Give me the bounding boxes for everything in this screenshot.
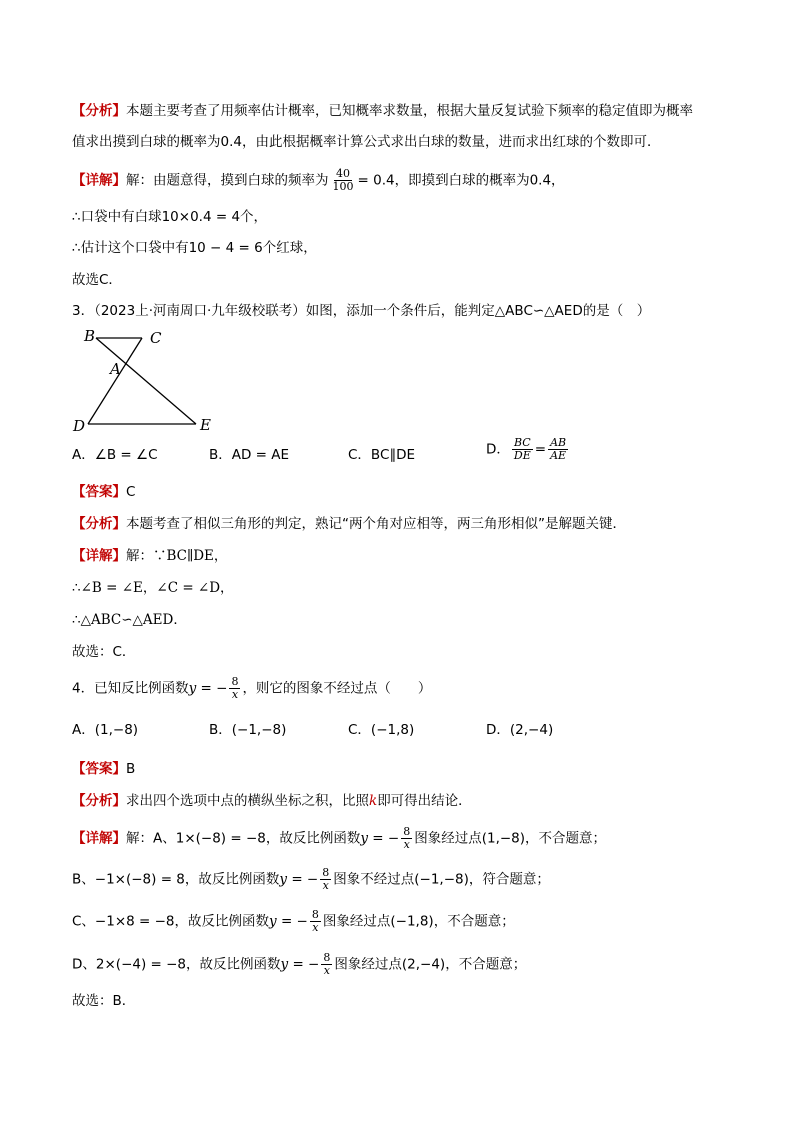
frac-den: x xyxy=(403,838,410,851)
frac-num: 8 xyxy=(403,825,411,838)
detail-line-3: ∴估计这个口袋中有10 − 4 = 6个红球， xyxy=(72,240,317,256)
option-d: D．(2,−4) xyxy=(486,722,554,738)
detail-tag: 【详解】 xyxy=(72,548,126,564)
analysis-tag: 【分析】 xyxy=(72,103,126,119)
question-text: 如图，添加一个条件后，能判定△ABC∽△AED的是（ ） xyxy=(305,303,651,319)
label-C: C xyxy=(150,329,162,347)
fraction-numerator: 40 xyxy=(336,167,350,180)
fraction xyxy=(310,909,321,934)
detail-text: C、−1×8 = −8，故反比例函数 xyxy=(72,913,270,930)
question-text: 4．已知反比例函数 xyxy=(72,680,189,697)
equals: = xyxy=(534,441,547,458)
option-b: B．AD = AE xyxy=(209,447,290,463)
option-d-fraction-1 xyxy=(512,437,533,462)
frac-num: 8 xyxy=(231,675,239,688)
frac-den: DE xyxy=(513,449,531,462)
answer-line xyxy=(72,481,135,503)
option-c: C．(−1,8) xyxy=(348,722,415,738)
frac-num: BC xyxy=(513,436,531,449)
choice-line: 故选：C． xyxy=(72,644,136,660)
detail-text-2: 图象经过点(−1,8)，不合题意； xyxy=(322,913,515,930)
analysis-text: 本题考查了相似三角形的判定，熟记“两个角对应相等，两三角形相似”是解题关键． xyxy=(126,516,626,532)
analysis-tag: 【分析】 xyxy=(72,516,126,532)
detail-line-d xyxy=(72,952,526,977)
function-expression: y = − xyxy=(280,956,320,973)
detail-line-2: ∴口袋中有白球10×0.4 = 4个， xyxy=(72,209,268,225)
fraction xyxy=(401,826,412,851)
frac-den: AE xyxy=(550,449,567,462)
choice-line: 故选C． xyxy=(72,272,122,288)
choice-line: 故选：B． xyxy=(72,993,136,1009)
analysis-line-2: 值求出摸到白球的概率为0.4，由此根据概率计算公式求出白球的数量，进而求出红球的个数即可． xyxy=(72,134,661,150)
frac-den: x xyxy=(312,921,319,934)
detail-line-b xyxy=(72,867,550,892)
fraction-denominator: 100 xyxy=(332,180,354,193)
analysis-text: 求出四个选项中点的横纵坐标之积，比照 xyxy=(126,793,369,809)
segment-BE xyxy=(96,338,196,424)
answer-tag: 【答案】 xyxy=(72,484,126,500)
question-number: 3． xyxy=(72,303,95,319)
detail-text-2: = 0.4，即摸到白球的概率为0.4， xyxy=(357,172,565,189)
label-E: E xyxy=(200,416,211,434)
option-a: A．∠B = ∠C xyxy=(72,447,158,463)
option-a: A．(1,−8) xyxy=(72,722,139,738)
detail-line-3: ∴△ABC∽△AED． xyxy=(72,612,187,628)
option-c: C．BC∥DE xyxy=(348,447,416,463)
label-B: B xyxy=(84,327,96,345)
fraction xyxy=(331,168,356,193)
answer-value: B xyxy=(126,761,136,777)
question-3-stem xyxy=(72,300,650,322)
function-expression: y = − xyxy=(279,871,319,888)
detail-text: B、−1×(−8) = 8，故反比例函数 xyxy=(72,871,280,888)
detail-tag: 【详解】 xyxy=(72,172,126,189)
answer-tag: 【答案】 xyxy=(72,761,126,777)
detail-line xyxy=(72,545,227,567)
function-expression: y = − xyxy=(360,830,400,847)
detail-text: 解：A、1×(−8) = −8，故反比例函数 xyxy=(126,830,361,847)
frac-den: x xyxy=(231,688,239,701)
analysis-text: 本题主要考查了用频率估计概率，已知概率求数量，根据大量反复试验下频率的稳定值即为概率 xyxy=(126,103,693,119)
detail-text-2: 图象不经过点(−1,−8)，符合题意； xyxy=(333,871,550,888)
detail-text: D、2×(−4) = −8，故反比例函数 xyxy=(72,956,281,973)
fraction xyxy=(321,952,332,977)
option-d-fraction-2 xyxy=(548,437,568,462)
label-D: D xyxy=(73,417,86,435)
detail-tag: 【详解】 xyxy=(72,830,126,847)
detail-line-2: ∴∠B = ∠E，∠C = ∠D， xyxy=(72,580,234,596)
question-text-2: ，则它的图象不经过点（ ） xyxy=(242,680,432,697)
fraction xyxy=(229,676,240,701)
answer-line xyxy=(72,758,135,780)
frac-den: x xyxy=(323,964,330,977)
analysis-line xyxy=(72,513,626,535)
frac-num: 8 xyxy=(323,951,331,964)
label-A: A xyxy=(110,360,121,378)
detail-line-c xyxy=(72,909,515,934)
fraction xyxy=(320,867,331,892)
frac-den: x xyxy=(322,879,329,892)
question-4-stem xyxy=(72,676,431,701)
function-expression: y = − xyxy=(188,680,228,697)
analysis-tag: 【分析】 xyxy=(72,793,126,809)
segment-CD xyxy=(88,338,142,424)
detail-text-2: 图象经过点(2,−4)，不合题意； xyxy=(334,956,527,973)
detail-line-1 xyxy=(72,168,565,193)
question-source: （2023上·河南周口·九年级校联考） xyxy=(94,303,306,319)
detail-text: 解：∵BC∥DE， xyxy=(126,548,228,564)
option-d-label: D． xyxy=(486,441,510,458)
option-b: B．(−1,−8) xyxy=(209,722,287,738)
option-d xyxy=(486,437,570,462)
frac-num: 8 xyxy=(311,908,319,921)
analysis-line-1 xyxy=(72,100,693,122)
detail-text-2: 图象经过点(1,−8)，不合题意； xyxy=(414,830,607,847)
detail-line-a xyxy=(72,826,606,851)
analysis-text-2: 即可得出结论． xyxy=(377,793,472,809)
analysis-line xyxy=(72,790,472,812)
function-expression: y = − xyxy=(269,913,308,930)
detail-text: 解：由题意得，摸到白球的频率为 xyxy=(126,172,329,189)
frac-num: 8 xyxy=(322,866,330,879)
answer-value: C xyxy=(126,484,136,500)
frac-num: AB xyxy=(550,436,567,449)
triangle-figure xyxy=(70,326,220,436)
variable-k: k xyxy=(369,793,378,809)
